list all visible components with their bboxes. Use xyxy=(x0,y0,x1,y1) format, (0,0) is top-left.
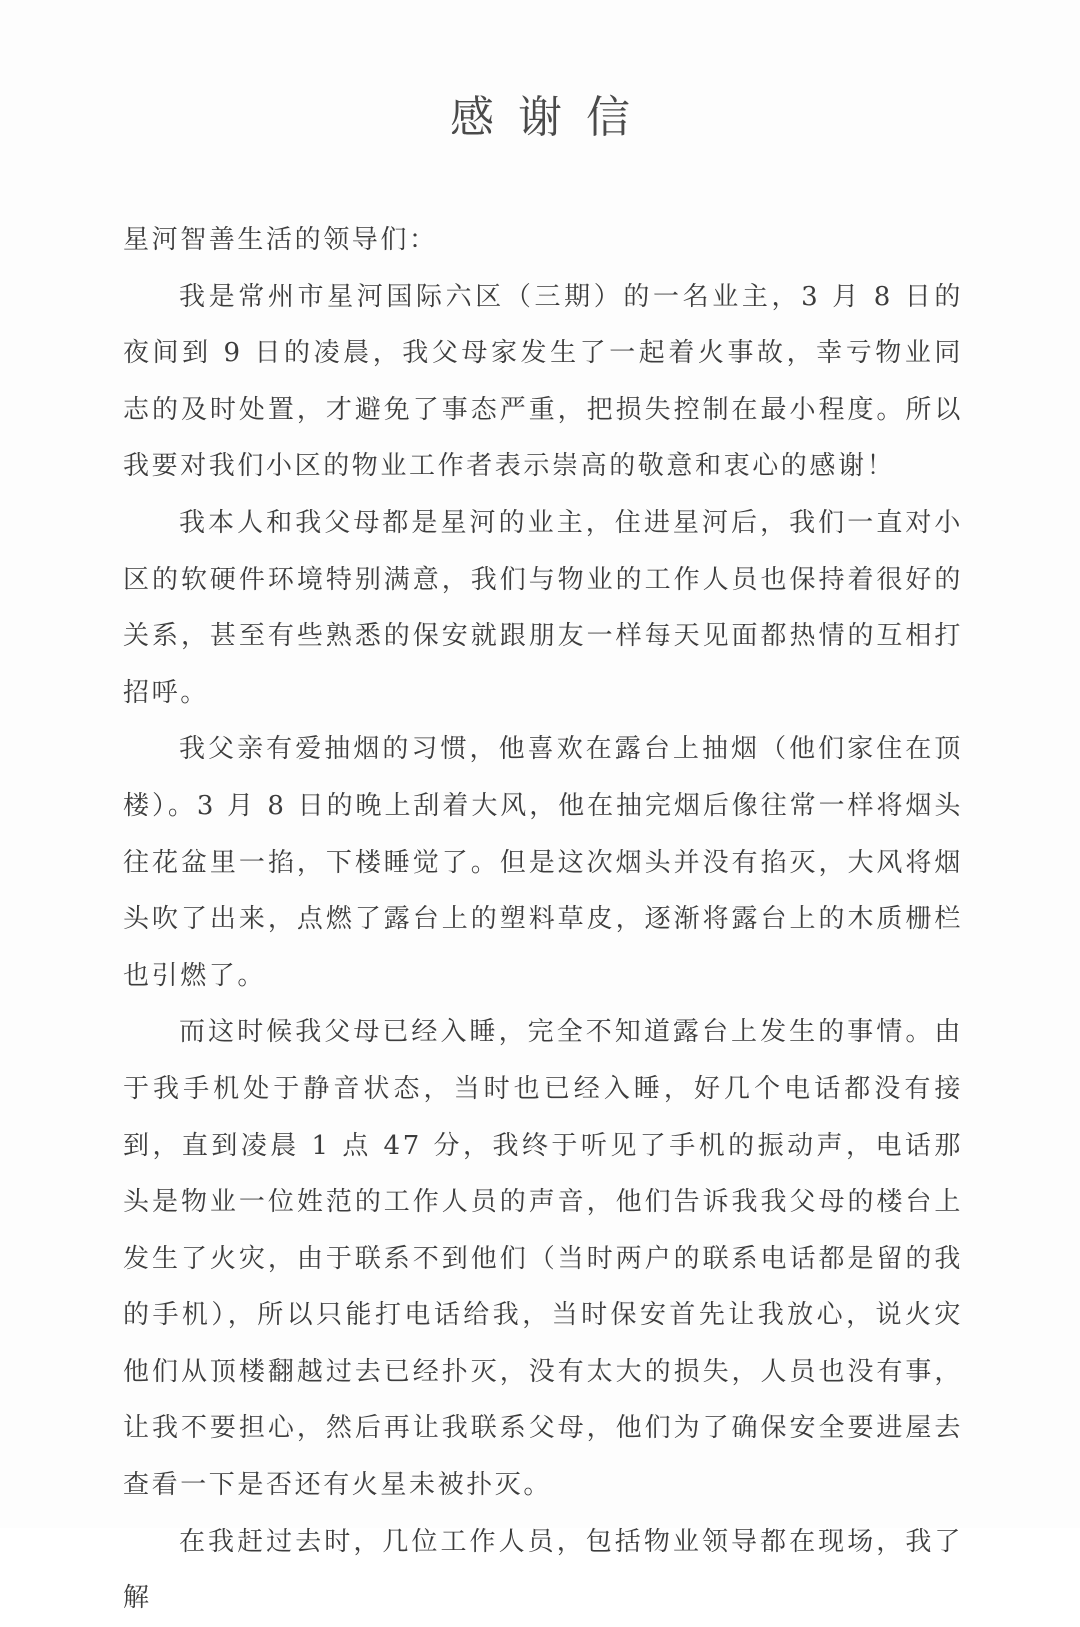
letter-paragraph-4: 而这时候我父母已经入睡，完全不知道露台上发生的事情。由于我手机处于静音状态，当时也已经入睡，好几个电话都没有接到，直到凌晨 1 点 47 分，我终于听见了手机的振动声，电话那头是物业一位姓范的工作人员的声音，他们告诉我我父母的楼台上发生了火灾，由于联系不到他们（当时两户的联系电话都是留的我的手机），所以只能打电话给我，当时保安首先让我放心，说火灾他们从顶楼翻越过去已经扑灭，没有太大的损失，人员也没有事，让我不要担心，然后再让我联系父母，他们为了确保安全要进屋去查看一下是否还有火星未被扑灭。 xyxy=(123,1017,963,1501)
letter-salutation: 星河智善生活的领导们： xyxy=(123,225,438,255)
letter-paragraph-5: 在我赶过去时，几位工作人员，包括物业领导都在现场，我了解 xyxy=(123,1526,963,1614)
letter-body xyxy=(123,212,963,1627)
letter-paragraph-1: 我是常州市星河国际六区（三期）的一名业主，3 月 8 日的夜间到 9 日的凌晨，我父母家发生了一起着火事故，幸亏物业同志的及时处置，才避免了事态严重，把损失控制在最小程度。所以我要对我们小区的物业工作者表示崇高的敬意和衷心的感谢！ xyxy=(123,281,963,482)
letter-paragraph-2: 我本人和我父母都是星河的业主，住进星河后，我们一直对小区的软硬件环境特别满意，我们与物业的工作人员也保持着很好的关系，甚至有些熟悉的保安就跟朋友一样每天见面都热情的互相打招呼。 xyxy=(123,507,963,708)
letter-title: 感谢信 xyxy=(450,92,654,143)
letter-paragraph-3: 我父亲有爱抽烟的习惯，他喜欢在露台上抽烟（他们家住在顶楼）。3 月 8 日的晚上刮着大风，他在抽完烟后像往常一样将烟头往花盆里一掐，下楼睡觉了。但是这次烟头并没有掐灭，大风将烟头吹了出来，点燃了露台上的塑料草皮，逐渐将露台上的木质栅栏也引燃了。 xyxy=(123,734,963,991)
